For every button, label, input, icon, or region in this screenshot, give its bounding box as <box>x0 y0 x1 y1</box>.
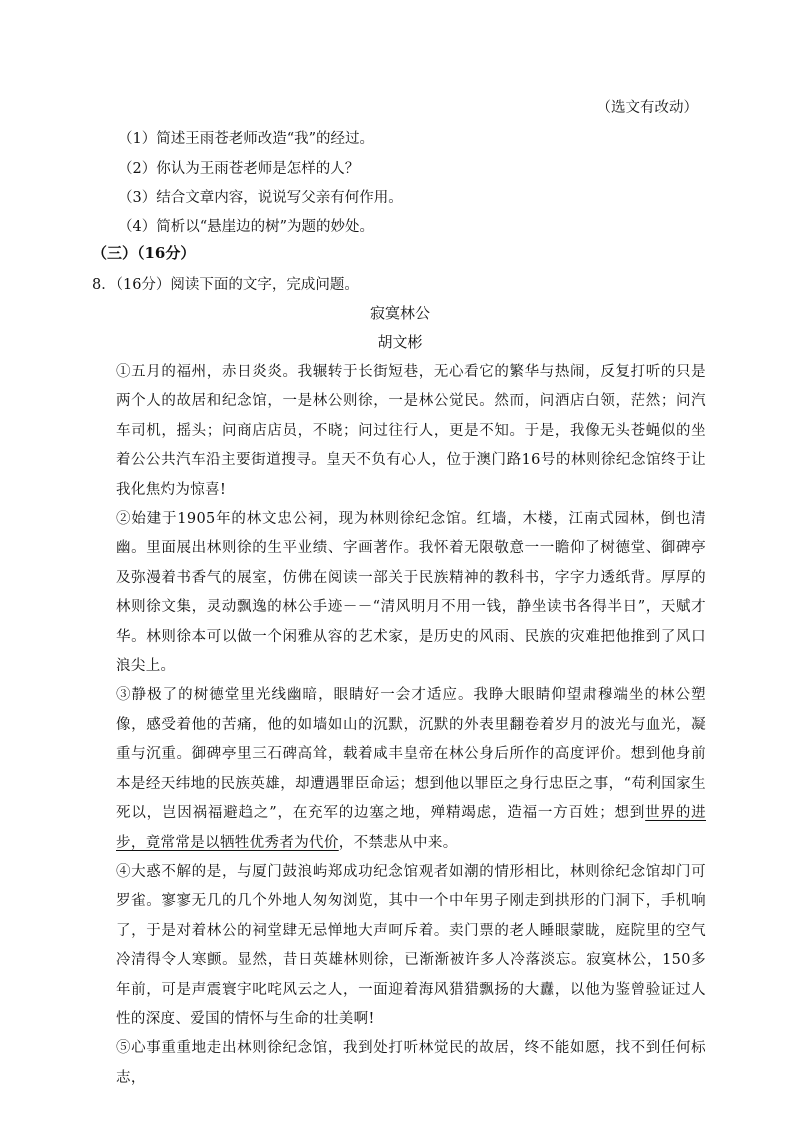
paragraph-4: ④大惑不解的是，与厦门鼓浪屿郑成功纪念馆观者如潮的情形相比，林则徐纪念馆却门可罗雀。寥寥无几的几个外地人匆匆浏览，其中一个中年男子刚走到拱形的门洞下，手机响了，于是对着林公的祠堂肆无忌惮地大声呵斥着。卖门票的老人睡眼蒙眬，庭院里的空气冷清得令人寒颤。显然，昔日英雄林则徐，已渐渐被许多人冷落淡忘。寂寞林公，150多年前，可是声震寰宇叱咤风云之人，一面迎着海风猎猎飘扬的大纛，以他为鉴曾验证过人性的深度、爱国的情怀与生命的壮美啊! <box>116 863 706 1027</box>
article-body <box>116 358 706 1093</box>
underlined-sentence: 世界的进步，竟常常是以牺牲优秀者为代价 <box>116 805 706 851</box>
article-title: 寂寞林公 <box>369 304 430 322</box>
paragraph-3 <box>116 681 706 857</box>
paragraph-3-ending: ，不禁悲从中来。 <box>338 834 458 851</box>
source-note: （选文有改动） <box>596 100 698 116</box>
question-4: （4）简析以“悬崖边的树”为题的妙处。 <box>118 219 375 235</box>
question-8-intro: 8．（16分）阅读下面的文字，完成问题。 <box>92 277 359 293</box>
paragraph-1: ①五月的福州，赤日炎炎。我辗转于长街短巷，无心看它的繁华与热闹，反复打听的只是两个人的故居和纪念馆，一是林公则徐，一是林公觉民。然而，问酒店白领，茫然；问汽车司机，摇头；问商店店员，不晓；问过往行人，更是不知。于是，我像无头苍蝇似的坐着公公共汽车沿主要街道搜寻。皇天不负有心人，位于澳门路16号的林则徐纪念馆终于让我化焦灼为惊喜! <box>116 364 706 498</box>
section-heading: （三）（16分） <box>92 244 196 262</box>
paragraph-5: ⑤心事重重地走出林则徐纪念馆，我到处打听林觉民的故居，终不能如愿，找不到任何标志， <box>116 1040 706 1086</box>
paragraph-3-text: ③静极了的树德堂里光线幽暗，眼睛好一会才适应。我睁大眼睛仰望肃穆端坐的林公塑像，感受着他的苦痛，他的如墙如山的沉默，沉默的外表里翻卷着岁月的波光与血光，凝重与沉重。御碑亭里三石碑高耸，载着咸丰皇帝在林公身后所作的高度评价。想到他身前本是经天纬地的民族英雄，却遭遇罪臣命运；想到他以罪臣之身行忠臣之事，“苟利国家生死以，岂因祸福避趋之”，在充军的边塞之地，殚精竭虑，造福一方百姓；想到 <box>116 687 706 822</box>
question-3: （3）结合文章内容，说说写父亲有何作用。 <box>118 190 403 206</box>
question-2: （2）你认为王雨苍老师是怎样的人？ <box>118 161 360 177</box>
article-author: 胡文彬 <box>377 333 423 351</box>
paragraph-2: ②始建于1905年的林文忠公祠，现为林则徐纪念馆。红墙，木楼，江南式园林，倒也清幽。里面展出林则徐的生平业绩、字画著作。我怀着无限敬意一一瞻仰了树德堂、御碑亭及弥漫着书香气的展室，仿佛在阅读一部关于民族精神的教科书，字字力透纸背。厚厚的林则徐文集，灵动飘逸的林公手迹－－“清风明月不用一钱，静坐读书各得半日”，天赋才华。林则徐本可以做一个闲雅从容的艺术家，是历史的风雨、民族的灾难把他推到了风口浪尖上。 <box>116 511 706 675</box>
question-1: （1）简述王雨苍老师改造“我”的经过。 <box>118 131 375 147</box>
